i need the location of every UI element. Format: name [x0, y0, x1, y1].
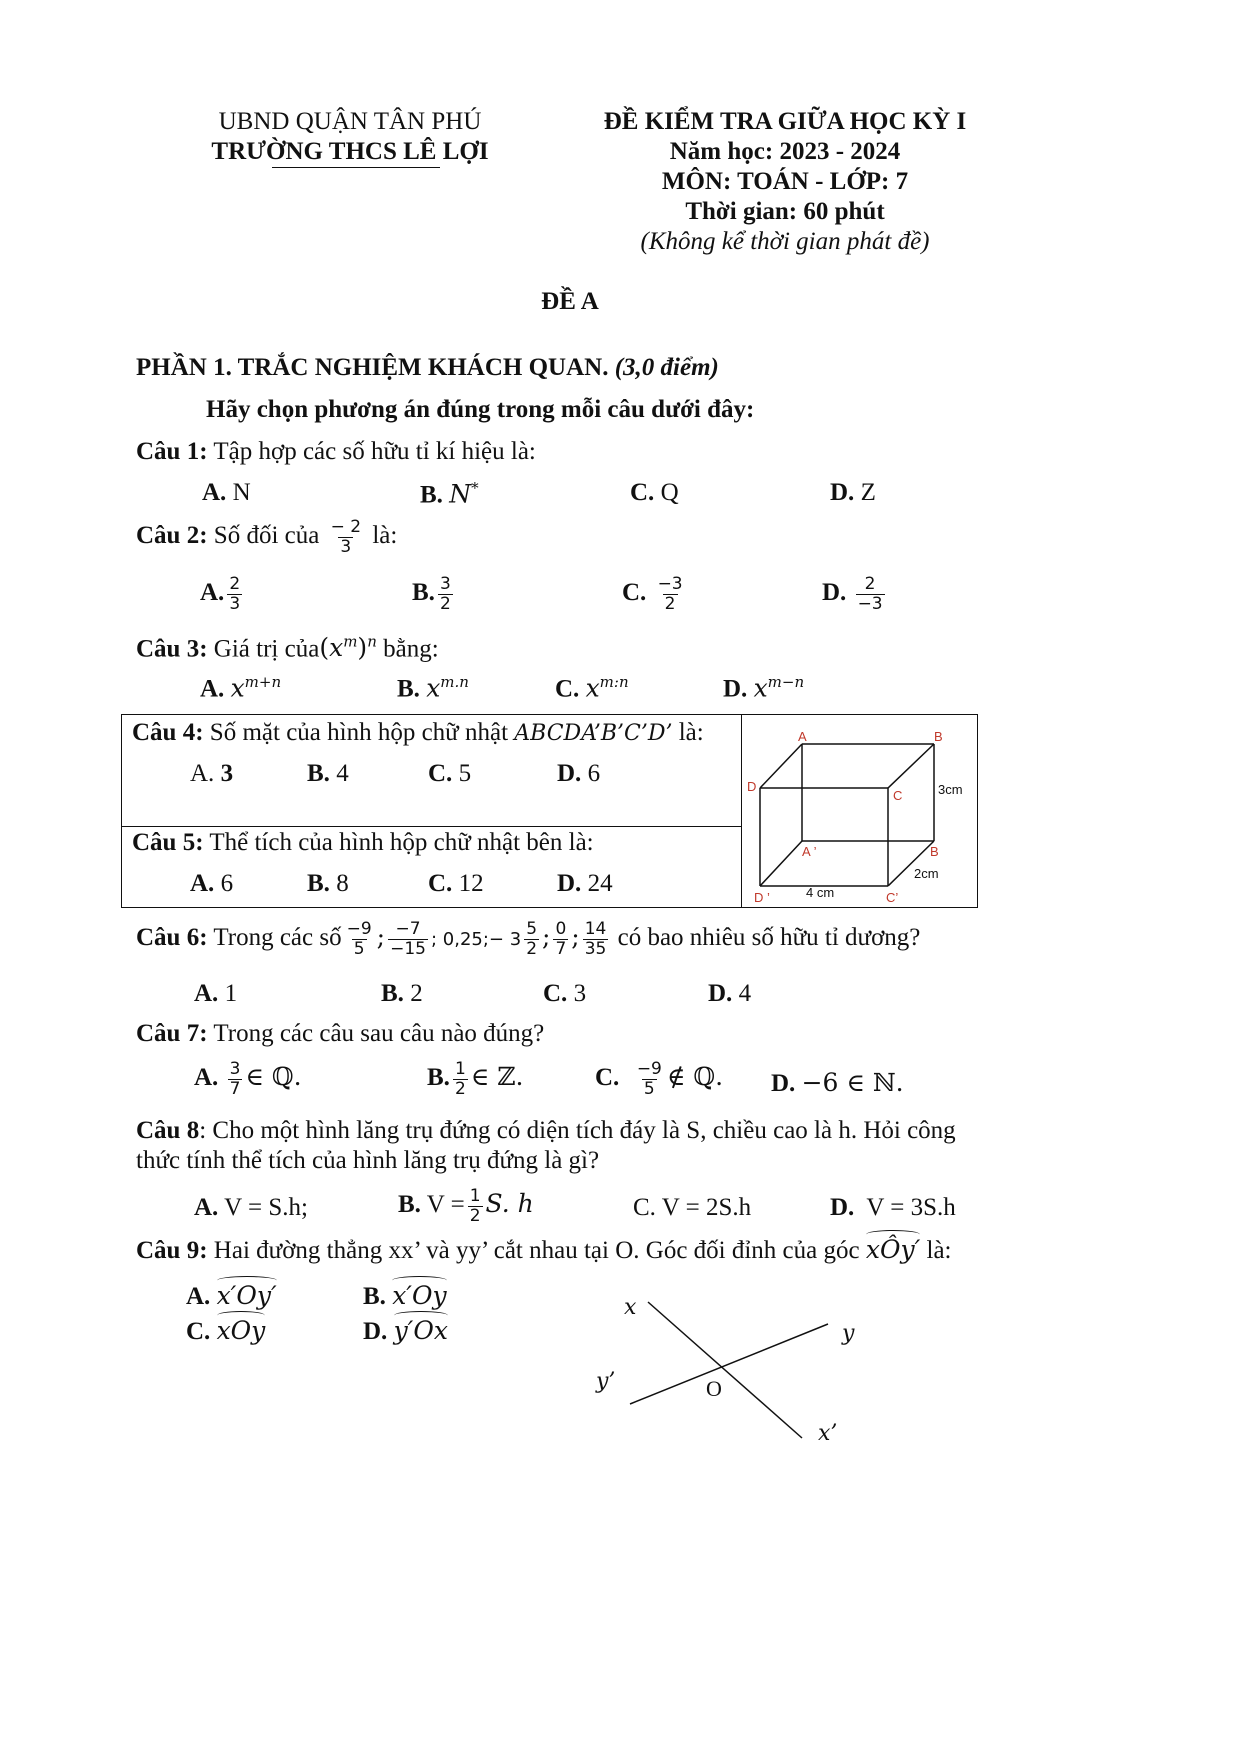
fraction-numerator: −7: [395, 919, 421, 939]
question-9: [136, 1235, 952, 1265]
part1-instruction: Hãy chọn phương án đúng trong mỗi câu dưới đây:: [206, 396, 755, 423]
option-letter: A.: [200, 675, 225, 703]
question-text: Giá trị của: [213, 635, 320, 663]
vertex-a2-label: A ’: [802, 844, 817, 859]
label-o: O: [706, 1376, 722, 1401]
fraction: [453, 1060, 468, 1099]
q7-option-b[interactable]: [427, 1060, 523, 1099]
option-exponent: m−n: [767, 673, 805, 691]
school-year: Năm học: 2023 - 2024: [669, 138, 901, 165]
question-2: [136, 518, 397, 557]
q5-option-a[interactable]: [190, 870, 233, 898]
number-list-middle: ; 0,25;− 3: [431, 929, 522, 951]
q4-option-a[interactable]: [190, 760, 233, 788]
option-text: −6 ∈ ℕ.: [801, 1068, 904, 1097]
vertex-d-label: D: [747, 779, 757, 794]
height-label: 3cm: [938, 782, 963, 797]
question-text-end: là:: [372, 522, 398, 550]
option-letter: A.: [200, 579, 225, 607]
q9-option-d[interactable]: [363, 1316, 448, 1346]
q8-option-a[interactable]: [194, 1194, 308, 1222]
option-letter: C.: [622, 579, 647, 607]
option-text: 4: [738, 980, 752, 1007]
option-letter: D.: [363, 1318, 388, 1345]
fraction: [583, 920, 609, 959]
question-label: Câu 5:: [132, 829, 204, 856]
fraction-denominator: 35: [584, 939, 607, 959]
q7-option-d[interactable]: [771, 1068, 904, 1098]
question-label: Câu 9:: [136, 1237, 208, 1264]
duration-note: (Không kể thời gian phát đề): [640, 228, 930, 255]
option-text: 4: [336, 760, 349, 787]
exam-title: ĐỀ KIỂM TRA GIỮA HỌC KỲ I: [603, 108, 967, 135]
option-text: 1: [224, 980, 238, 1007]
q2-option-a[interactable]: [200, 575, 245, 614]
fraction-denominator: −3: [857, 594, 883, 614]
fraction-denominator: 7: [229, 1079, 241, 1099]
q2-option-b[interactable]: [412, 575, 456, 614]
line-yy: [630, 1324, 828, 1404]
option-letter: B.: [307, 760, 330, 787]
fraction-numerator: −3: [657, 574, 683, 594]
option-letter: D.: [557, 870, 582, 897]
option-angle: xOy: [216, 1316, 266, 1345]
option-text: V = 2S.h: [661, 1194, 752, 1221]
q6-option-a[interactable]: [194, 980, 237, 1008]
q1-option-b[interactable]: [420, 479, 479, 509]
option-text: 8: [336, 870, 349, 897]
fraction-numerator: 0: [555, 919, 567, 939]
question-label: Câu 8: [136, 1117, 200, 1144]
vertex-d2-label: D ’: [754, 890, 770, 905]
vertex-c2-label: C’: [886, 890, 899, 905]
fraction: [345, 920, 374, 959]
q4-option-b[interactable]: [307, 760, 349, 788]
q8-option-d[interactable]: [830, 1194, 956, 1222]
fraction-numerator: 5: [526, 919, 538, 939]
q9-option-c[interactable]: [186, 1316, 265, 1346]
question-text-end: bằng:: [383, 635, 439, 663]
fraction-numerator: −9: [636, 1059, 662, 1079]
question-text: Hai đường thẳng xx’ và yy’ cắt nhau tại O. Góc đối đỉnh của góc: [213, 1237, 860, 1264]
option-text: 24: [587, 870, 613, 897]
line-xx: [648, 1302, 802, 1438]
q5-option-b[interactable]: [307, 870, 349, 898]
question-label: Câu 7:: [136, 1020, 208, 1047]
fraction-denominator: 5: [643, 1079, 655, 1099]
power-expression: $(x^m)^n$: [319, 633, 377, 663]
question-3: [136, 633, 439, 663]
fraction-denominator: 2: [664, 594, 676, 614]
option-letter: B.: [412, 579, 435, 607]
option-letter: A.: [190, 760, 215, 787]
option-text: 3: [573, 980, 587, 1007]
vertex-a-label: A: [798, 729, 807, 744]
part1-points: (3,0 điểm): [614, 354, 719, 381]
q4-option-d[interactable]: [557, 760, 600, 788]
option-letter: C.: [630, 479, 655, 506]
fraction: [656, 575, 685, 614]
option-text: 5: [458, 760, 472, 787]
fraction-numerator: − 2: [330, 517, 362, 537]
option-text: 2: [410, 980, 423, 1007]
part1-title: PHẦN 1. TRẮC NGHIỆM KHÁCH QUAN.: [136, 354, 609, 381]
option-letter: C.: [186, 1318, 211, 1345]
option-text: ∈ ℤ.: [470, 1062, 524, 1092]
question-text: Số đối của: [213, 522, 320, 550]
fraction-denominator: 5: [353, 939, 365, 959]
option-letter: A.: [186, 1283, 211, 1310]
fraction-denominator: 2: [469, 1206, 481, 1226]
part1-heading: [136, 354, 719, 382]
option-letter: C.: [428, 760, 453, 787]
option-letter: B.: [307, 870, 330, 897]
fraction: [635, 1060, 664, 1099]
q2-option-d[interactable]: [822, 575, 888, 614]
q3-option-b[interactable]: B. $x^{m.n}$: [397, 673, 469, 703]
q7-option-c[interactable]: [595, 1060, 723, 1099]
q9-option-a[interactable]: [186, 1281, 277, 1311]
option-angle: x′Oy: [392, 1281, 447, 1310]
question-label: Câu 4:: [132, 719, 204, 746]
q3-option-d[interactable]: D. $x^{m-n}$: [723, 673, 805, 703]
question-5: [132, 829, 594, 857]
option-letter: C.: [633, 1194, 656, 1221]
option-letter: D.: [557, 760, 582, 787]
question-8-line2: thức tính thể tích của hình lăng trụ đứng là gì?: [136, 1147, 600, 1174]
option-letter: B.: [381, 980, 404, 1007]
fraction-numerator: 1: [469, 1186, 481, 1206]
option-text: 3: [220, 760, 234, 787]
fraction-denominator: 2: [439, 594, 451, 614]
option-letter: D.: [771, 1070, 796, 1097]
fraction-denominator: −15: [390, 939, 426, 959]
option-letter: C.: [543, 980, 568, 1007]
option-letter: A.: [194, 980, 219, 1007]
q6-option-c[interactable]: [543, 980, 586, 1008]
option-letter: D.: [830, 1194, 855, 1221]
q6-option-d[interactable]: [708, 980, 751, 1008]
box-name: ABCDA’B’C’D’: [514, 721, 673, 746]
option-letter: A.: [202, 479, 227, 506]
fraction: [553, 920, 568, 959]
question-1: [136, 438, 536, 466]
duration: Thời gian: 60 phút: [685, 198, 885, 225]
fraction: [438, 575, 453, 614]
q7-option-a[interactable]: [194, 1060, 302, 1099]
option-angle: x′Oy′: [216, 1281, 277, 1310]
option-text: Q: [660, 479, 679, 506]
option-letter: B.: [420, 481, 443, 509]
school-name-text: TRƯỜNG THCS LÊ LỢI: [211, 138, 489, 165]
question-8: [136, 1117, 956, 1145]
question-text: Thể tích của hình hộp chữ nhật bên là:: [209, 829, 594, 856]
q1-option-c[interactable]: [630, 479, 679, 507]
q3-option-c[interactable]: C. $x^{m:n}$: [555, 673, 629, 703]
q2-option-c[interactable]: [622, 575, 688, 614]
depth-label: 2cm: [914, 866, 939, 881]
fraction-numerator: 2: [864, 574, 876, 594]
question-label: Câu 1:: [136, 438, 208, 465]
option-letter: B.: [398, 1191, 421, 1219]
fraction-numerator: −9: [346, 919, 372, 939]
label-y-prime: y’: [596, 1369, 616, 1394]
option-text: V =: [426, 1191, 465, 1219]
option-exponent: m.n: [440, 673, 469, 691]
exam-code: ĐỀ A: [541, 288, 599, 315]
option-text: ∉ ℚ.: [666, 1062, 724, 1092]
option-text: N: [449, 479, 472, 509]
q9-option-b[interactable]: [363, 1281, 447, 1311]
fraction-numerator: 3: [439, 574, 451, 594]
fraction-numerator: 14: [584, 919, 607, 939]
option-text: 12: [458, 870, 484, 897]
q1-option-d[interactable]: [830, 479, 876, 507]
district-name: UBND QUẬN TÂN PHÚ: [218, 108, 482, 135]
fraction: [388, 920, 428, 959]
option-text: 6: [220, 870, 234, 897]
option-letter: C.: [595, 1064, 620, 1092]
option-letter: A.: [194, 1064, 219, 1092]
fraction-denominator: 2: [454, 1079, 466, 1099]
option-sup: *: [471, 479, 479, 497]
cuboid-figure: [742, 716, 977, 906]
vertex-b2-label: B: [930, 844, 939, 859]
question-text: : Cho một hình lăng trụ đứng có diện tích đáy là S, chiều cao là h. Hỏi công: [199, 1117, 956, 1144]
option-text: Z: [860, 479, 876, 506]
option-letter: A.: [190, 870, 215, 897]
q3-option-a[interactable]: A. $x^{m+n}$: [200, 673, 282, 703]
angle-expression: xÔy′: [865, 1235, 921, 1264]
option-letter: D.: [830, 479, 855, 506]
fraction: [228, 1060, 243, 1099]
vertex-c-label: C: [893, 788, 903, 803]
fraction: [856, 575, 885, 614]
question-text: Số mặt của hình hộp chữ nhật: [209, 719, 509, 746]
question-text-end: là:: [926, 1237, 952, 1264]
intersecting-lines-figure: [590, 1290, 890, 1450]
option-text: 6: [587, 760, 601, 787]
question-text: Trong các câu sau câu nào đúng?: [213, 1020, 545, 1047]
fraction-denominator: 3: [229, 594, 241, 614]
q8-option-c[interactable]: [633, 1194, 751, 1222]
option-letter: B.: [363, 1283, 386, 1310]
option-letter: C.: [428, 870, 453, 897]
length-label: 4 cm: [806, 885, 835, 900]
table-horizontal-divider: [121, 826, 741, 827]
question-4: [132, 719, 704, 747]
question-text: Trong các số: [213, 924, 342, 952]
fraction-numerator: 3: [229, 1059, 241, 1079]
vertex-b-label: B: [934, 729, 943, 744]
q1-option-a[interactable]: [202, 479, 251, 507]
subject: MÔN: TOÁN - LỚP: 7: [661, 168, 909, 195]
question-text: Tập hợp các số hữu tỉ kí hiệu là:: [213, 438, 536, 465]
option-text: ∈ ℚ.: [245, 1062, 302, 1092]
fraction: [227, 575, 242, 614]
fraction-numerator: 1: [454, 1059, 466, 1079]
option-angle: y′Ox: [393, 1316, 448, 1345]
fraction-numerator: 2: [229, 574, 241, 594]
q4-option-c[interactable]: [428, 760, 471, 788]
question-label: Câu 6:: [136, 924, 208, 952]
fraction: [468, 1187, 483, 1226]
question-label: Câu 3:: [136, 635, 208, 663]
option-letter: D.: [708, 980, 733, 1007]
option-formula: S. h: [485, 1189, 534, 1219]
school-underline: [272, 167, 440, 168]
q6-option-b[interactable]: [381, 980, 423, 1008]
option-text: N: [232, 479, 251, 506]
option-exponent: m+n: [244, 673, 282, 691]
option-letter: D.: [822, 579, 847, 607]
fraction-denominator: 3: [340, 537, 352, 557]
fraction: [524, 920, 539, 959]
fraction: [329, 518, 363, 557]
option-letter: A.: [194, 1194, 219, 1221]
option-text: V = 3S.h: [866, 1194, 956, 1221]
option-letter: B.: [397, 675, 420, 703]
option-letter: B.: [427, 1064, 450, 1092]
option-text: V = S.h;: [224, 1194, 308, 1221]
question-label: Câu 2:: [136, 522, 208, 550]
label-x: x: [624, 1295, 637, 1320]
option-exponent: m:n: [599, 673, 629, 691]
option-letter: D.: [723, 675, 748, 703]
question-6: Câu 6: Trong các số $\frac{-9}{5}$ ; $\frac{-7}{-15}$ ; 0,25;− 3 $\frac{5}{2}$ ; $\frac{0}{7}$ ; $\frac{14}{35}$ có bao nhiêu số hữu tỉ dương?: [136, 919, 921, 959]
label-y: y: [842, 1321, 855, 1346]
label-x-prime: x’: [818, 1421, 838, 1446]
q5-option-c[interactable]: [428, 870, 484, 898]
q8-option-b[interactable]: [398, 1187, 534, 1226]
fraction-denominator: 2: [526, 939, 538, 959]
school-name: [195, 138, 505, 166]
question-text-end: là:: [678, 719, 704, 746]
q5-option-d[interactable]: [557, 870, 613, 898]
option-letter: C.: [555, 675, 580, 703]
question-7: [136, 1020, 544, 1048]
fraction-denominator: 7: [555, 939, 567, 959]
question-text-end: có bao nhiêu số hữu tỉ dương?: [617, 924, 921, 952]
